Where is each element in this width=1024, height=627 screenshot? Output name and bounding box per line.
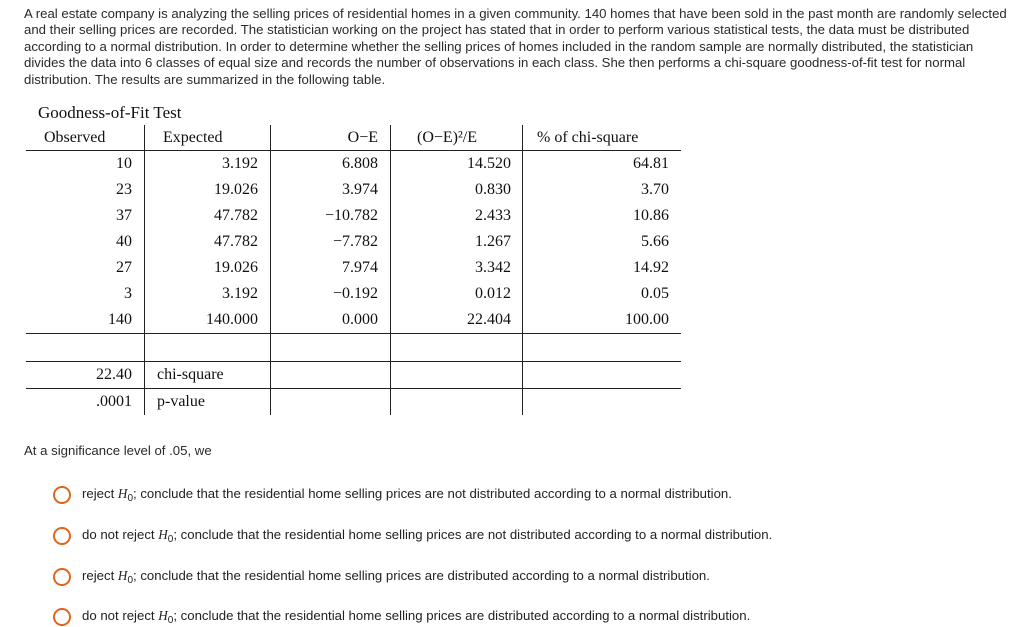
answer-option-label: do not reject $H_0$; conclude that the residential home selling prices are distributed according to a normal distribution. xyxy=(82,608,751,626)
table-title: Goodness-of-Fit Test xyxy=(38,103,182,122)
chi-square-label: chi-square xyxy=(145,362,271,389)
cell-expected: 3.192 xyxy=(145,281,271,307)
cell-observed: 3 xyxy=(26,281,145,307)
header-expected: Expected xyxy=(145,125,271,151)
cell-o-minus-e: 6.808 xyxy=(271,151,391,178)
cell-observed: 10 xyxy=(26,151,145,178)
answer-option-4[interactable] xyxy=(53,608,750,626)
question-intro: A real estate company is analyzing the selling prices of residential homes in a given community. 140 homes that have been sold in the past month are randomly selected and their selling prices are recorded. The statistician working on the project has stated that in order to perform various statistical tests, the data must be distributed according to a normal distribution. In order to determine whether the selling prices of homes included in the random sample are normally distributed, the statistician divides the data into 6 classes of equal size and records the number of observations in each class. She then performs a chi-square goodness-of-fit test for normal distribution. The results are summarized in the following table. xyxy=(24,6,1007,87)
p-value-value: .0001 xyxy=(26,389,145,416)
table-row xyxy=(26,203,681,229)
header-o-minus-e: O−E xyxy=(271,125,391,151)
cell-chi-component: 3.342 xyxy=(391,255,523,281)
cell-chi-component: 1.267 xyxy=(391,229,523,255)
table-row xyxy=(26,151,681,178)
table-row xyxy=(26,255,681,281)
header-percent-chi-square: % of chi-square xyxy=(523,125,682,151)
cell-expected: 47.782 xyxy=(145,203,271,229)
cell-percent: 64.81 xyxy=(633,155,669,172)
header-observed: Observed xyxy=(26,125,145,151)
goodness-of-fit-table xyxy=(26,125,681,415)
answer-option-label: do not reject $H_0$; conclude that the residential home selling prices are not distributed according to a normal distribution. xyxy=(82,527,773,545)
table-row xyxy=(26,229,681,255)
cell-o-minus-e: −0.192 xyxy=(271,281,391,307)
cell-o-minus-e: −10.782 xyxy=(271,203,391,229)
radio-button[interactable] xyxy=(53,608,71,626)
p-value-label: p-value xyxy=(145,389,271,416)
total-observed: 140 xyxy=(26,307,145,334)
cell-observed: 23 xyxy=(26,177,145,203)
cell-expected: 19.026 xyxy=(145,177,271,203)
cell-expected: 3.192 xyxy=(145,151,271,178)
answer-option-label: reject $H_0$; conclude that the residential home selling prices are distributed according to a normal distribution. xyxy=(82,568,710,586)
question-prompt: At a significance level of .05, we xyxy=(24,443,212,458)
cell-expected: 19.026 xyxy=(145,255,271,281)
total-o-minus-e: 0.000 xyxy=(271,307,391,334)
cell-o-minus-e: 7.974 xyxy=(271,255,391,281)
p-value-row xyxy=(26,389,681,416)
cell-observed: 37 xyxy=(26,203,145,229)
cell-percent: 5.66 xyxy=(641,233,669,250)
answer-option-2[interactable] xyxy=(53,527,772,545)
cell-chi-component: 2.433 xyxy=(391,203,523,229)
table-total-row xyxy=(26,307,681,334)
cell-chi-component: 0.830 xyxy=(391,177,523,203)
cell-chi-component: 0.012 xyxy=(391,281,523,307)
answer-option-1[interactable] xyxy=(53,486,732,504)
radio-button[interactable] xyxy=(53,527,71,545)
cell-expected: 47.782 xyxy=(145,229,271,255)
chi-square-value: 22.40 xyxy=(26,362,145,389)
total-chi-component: 22.404 xyxy=(391,307,523,334)
answer-option-3[interactable] xyxy=(53,568,710,586)
radio-button[interactable] xyxy=(53,568,71,586)
radio-button[interactable] xyxy=(53,486,71,504)
cell-o-minus-e: 3.974 xyxy=(271,177,391,203)
total-expected: 140.000 xyxy=(145,307,271,334)
cell-percent: 14.92 xyxy=(633,259,669,276)
cell-percent: 3.70 xyxy=(641,181,669,198)
cell-percent: 0.05 xyxy=(641,285,669,302)
header-chi-component: (O−E)²/E xyxy=(391,125,523,151)
cell-o-minus-e: −7.782 xyxy=(271,229,391,255)
table-row xyxy=(26,177,681,203)
cell-observed: 40 xyxy=(26,229,145,255)
cell-observed: 27 xyxy=(26,255,145,281)
chi-square-row xyxy=(26,362,681,389)
cell-chi-component: 14.520 xyxy=(391,151,523,178)
answer-option-label: reject $H_0$; conclude that the residential home selling prices are not distributed according to a normal distribution. xyxy=(82,486,732,504)
cell-percent: 10.86 xyxy=(633,207,669,224)
table-row xyxy=(26,281,681,307)
table-spacer-row xyxy=(26,334,681,362)
total-percent: 100.00 xyxy=(523,307,682,334)
table-header-row xyxy=(26,125,681,151)
